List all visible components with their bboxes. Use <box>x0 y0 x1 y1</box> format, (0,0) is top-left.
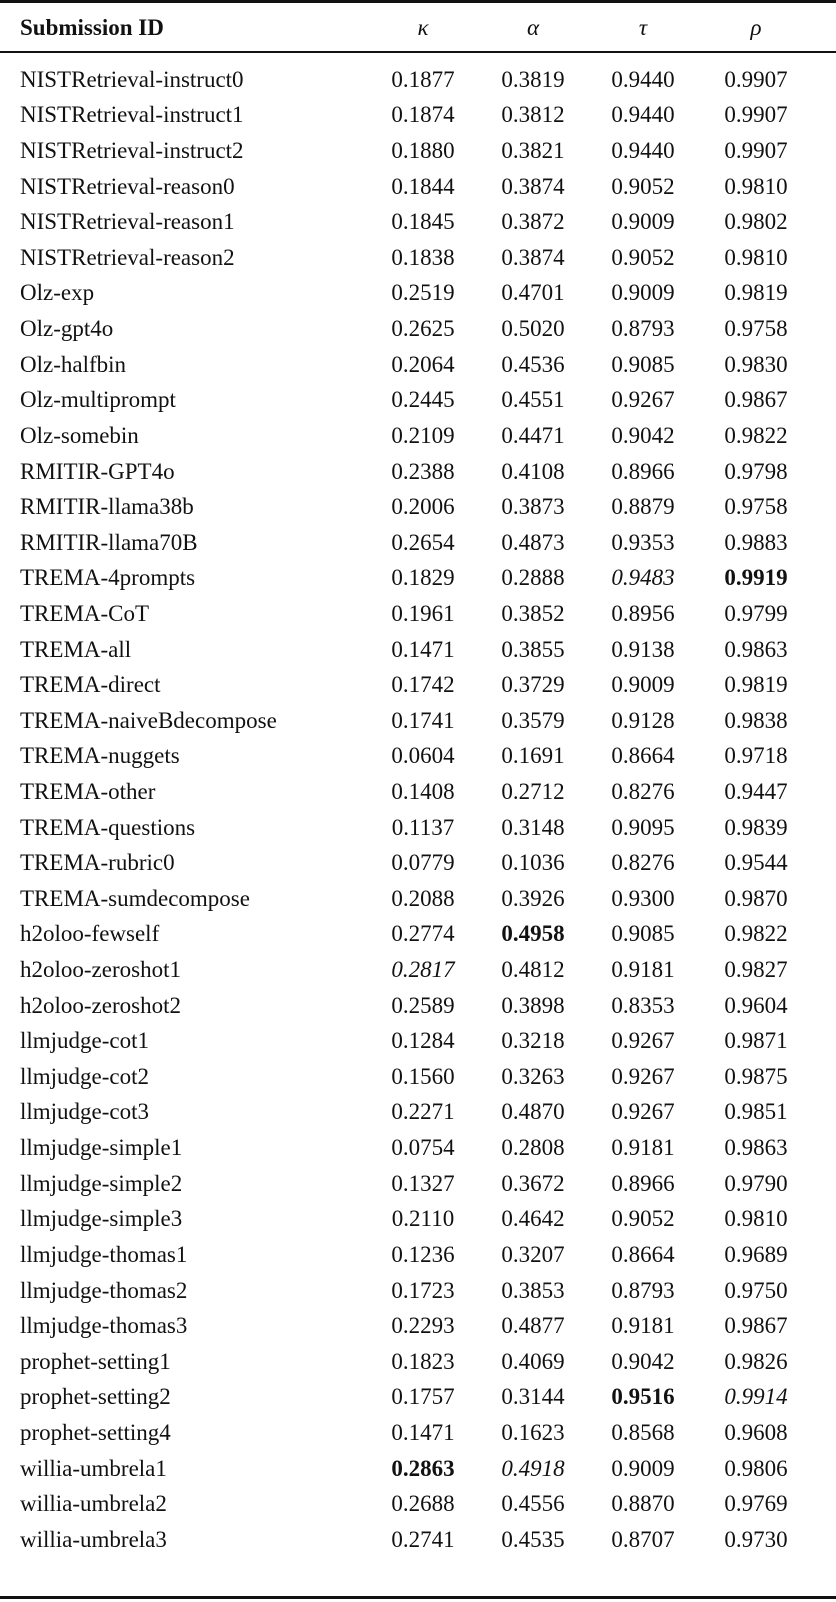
cell-alpha: 0.3218 <box>501 1028 565 1054</box>
cell-tau: 0.9052 <box>611 244 675 270</box>
cell-alpha: 0.4701 <box>501 280 565 306</box>
cell-alpha: 0.4812 <box>501 957 565 983</box>
cell-kappa: 0.2109 <box>391 422 455 448</box>
cell-kappa: 0.1741 <box>391 707 455 733</box>
cell-rho: 0.9718 <box>724 743 788 769</box>
cell-rho: 0.9870 <box>724 885 788 911</box>
cell-submission-id: NISTRetrieval-reason0 <box>20 173 235 199</box>
cell-submission-id: TREMA-other <box>20 778 156 804</box>
table-row <box>0 1166 836 1202</box>
cell-tau: 0.9181 <box>611 957 675 983</box>
table-row <box>0 311 836 347</box>
cell-kappa: 0.2817 <box>391 957 455 983</box>
cell-kappa: 0.2293 <box>391 1313 455 1339</box>
cell-submission-id: h2oloo-zeroshot1 <box>20 957 181 983</box>
cell-alpha: 0.2712 <box>501 778 565 804</box>
cell-alpha: 0.3874 <box>501 173 565 199</box>
table-row <box>0 525 836 561</box>
table-row <box>0 845 836 881</box>
cell-alpha: 0.1691 <box>501 743 565 769</box>
cell-submission-id: prophet-setting1 <box>20 1348 171 1374</box>
cell-submission-id: llmjudge-cot2 <box>20 1063 150 1089</box>
cell-rho: 0.9810 <box>724 1206 788 1232</box>
cell-kappa: 0.1961 <box>391 600 455 626</box>
cell-submission-id: llmjudge-cot3 <box>20 1099 150 1125</box>
cell-kappa: 0.1327 <box>391 1170 455 1196</box>
cell-kappa: 0.1471 <box>391 636 455 662</box>
cell-rho: 0.9830 <box>724 351 788 377</box>
cell-rho: 0.9689 <box>724 1241 788 1267</box>
cell-kappa: 0.1723 <box>391 1277 455 1303</box>
cell-alpha: 0.3144 <box>501 1384 565 1410</box>
cell-kappa: 0.1560 <box>391 1063 455 1089</box>
results-table <box>0 8 836 1558</box>
table-row <box>0 169 836 205</box>
cell-tau: 0.9300 <box>611 885 675 911</box>
table-row <box>0 133 836 169</box>
cell-rho: 0.9758 <box>724 316 788 342</box>
cell-kappa: 0.2006 <box>391 494 455 520</box>
cell-rho: 0.9769 <box>724 1491 788 1517</box>
cell-submission-id: TREMA-rubric0 <box>20 850 175 876</box>
cell-alpha: 0.3207 <box>501 1241 565 1267</box>
table-row <box>0 98 836 134</box>
cell-kappa: 0.2625 <box>391 316 455 342</box>
cell-kappa: 0.0754 <box>391 1135 455 1161</box>
cell-tau: 0.8793 <box>611 316 675 342</box>
table-row <box>0 1095 836 1131</box>
cell-kappa: 0.2271 <box>391 1099 455 1125</box>
cell-alpha: 0.3819 <box>501 66 565 92</box>
cell-tau: 0.8879 <box>611 494 675 520</box>
cell-rho: 0.9863 <box>724 1135 788 1161</box>
cell-kappa: 0.0779 <box>391 850 455 876</box>
table-row <box>0 1202 836 1238</box>
cell-submission-id: TREMA-questions <box>20 814 196 840</box>
cell-alpha: 0.3855 <box>501 636 565 662</box>
cell-alpha: 0.3729 <box>501 672 565 698</box>
cell-rho: 0.9806 <box>724 1455 788 1481</box>
cell-tau: 0.9095 <box>611 814 675 840</box>
cell-submission-id: prophet-setting4 <box>20 1419 171 1445</box>
cell-submission-id: llmjudge-thomas1 <box>20 1241 188 1267</box>
cell-rho: 0.9827 <box>724 957 788 983</box>
cell-tau: 0.8707 <box>611 1526 675 1552</box>
cell-kappa: 0.1408 <box>391 778 455 804</box>
cell-kappa: 0.0604 <box>391 743 455 769</box>
cell-tau: 0.9440 <box>611 138 675 164</box>
cell-rho: 0.9907 <box>724 138 788 164</box>
cell-alpha: 0.3872 <box>501 209 565 235</box>
cell-tau: 0.9267 <box>611 1099 675 1125</box>
cell-submission-id: Olz-halfbin <box>20 351 127 377</box>
cell-alpha: 0.4958 <box>501 921 565 947</box>
cell-kappa: 0.1823 <box>391 1348 455 1374</box>
table-row <box>0 1451 836 1487</box>
cell-rho: 0.9447 <box>724 778 788 804</box>
table-row <box>0 703 836 739</box>
table-row <box>0 1130 836 1166</box>
cell-kappa: 0.2519 <box>391 280 455 306</box>
cell-kappa: 0.1471 <box>391 1419 455 1445</box>
cell-rho: 0.9907 <box>724 102 788 128</box>
cell-alpha: 0.3874 <box>501 244 565 270</box>
table-header <box>0 8 836 48</box>
cell-submission-id: TREMA-4prompts <box>20 565 196 591</box>
cell-rho: 0.9758 <box>724 494 788 520</box>
cell-submission-id: TREMA-direct <box>20 672 161 698</box>
header-alpha: α <box>526 15 540 40</box>
cell-tau: 0.9128 <box>611 707 675 733</box>
cell-submission-id: h2oloo-fewself <box>20 921 160 947</box>
cell-tau: 0.8870 <box>611 1491 675 1517</box>
header-kappa: κ <box>417 15 429 40</box>
cell-submission-id: willia-umbrela1 <box>20 1455 167 1481</box>
cell-submission-id: TREMA-sumdecompose <box>20 885 250 911</box>
cell-tau: 0.9085 <box>611 351 675 377</box>
cell-kappa: 0.2110 <box>391 1206 455 1232</box>
cell-rho: 0.9798 <box>724 458 788 484</box>
cell-tau: 0.9052 <box>611 1206 675 1232</box>
cell-kappa: 0.2688 <box>391 1491 455 1517</box>
cell-rho: 0.9867 <box>724 1313 788 1339</box>
cell-submission-id: TREMA-all <box>20 636 132 662</box>
cell-tau: 0.9009 <box>611 209 675 235</box>
cell-alpha: 0.4642 <box>501 1206 565 1232</box>
table-row <box>0 418 836 454</box>
table-row <box>0 952 836 988</box>
cell-kappa: 0.2088 <box>391 885 455 911</box>
cell-tau: 0.8966 <box>611 1170 675 1196</box>
cell-rho: 0.9544 <box>724 850 788 876</box>
cell-alpha: 0.4471 <box>501 422 565 448</box>
cell-rho: 0.9730 <box>724 1526 788 1552</box>
table-row <box>0 917 836 953</box>
table-row <box>0 240 836 276</box>
cell-tau: 0.9042 <box>611 422 675 448</box>
cell-tau: 0.9085 <box>611 921 675 947</box>
cell-tau: 0.9042 <box>611 1348 675 1374</box>
cell-rho: 0.9790 <box>724 1170 788 1196</box>
cell-tau: 0.8276 <box>611 850 675 876</box>
cell-tau: 0.8568 <box>611 1419 675 1445</box>
table-row <box>0 988 836 1024</box>
cell-rho: 0.9839 <box>724 814 788 840</box>
cell-tau: 0.9181 <box>611 1135 675 1161</box>
cell-kappa: 0.2774 <box>391 921 455 947</box>
table-row <box>0 382 836 418</box>
cell-alpha: 0.3812 <box>501 102 565 128</box>
cell-submission-id: NISTRetrieval-instruct1 <box>20 102 244 128</box>
cell-submission-id: RMITIR-llama38b <box>20 494 194 520</box>
cell-submission-id: h2oloo-zeroshot2 <box>20 992 181 1018</box>
cell-rho: 0.9604 <box>724 992 788 1018</box>
cell-submission-id: llmjudge-simple1 <box>20 1135 183 1161</box>
table-row <box>0 1237 836 1273</box>
cell-alpha: 0.4536 <box>501 351 565 377</box>
cell-kappa: 0.1880 <box>391 138 455 164</box>
table-row <box>0 632 836 668</box>
cell-rho: 0.9819 <box>724 280 788 306</box>
table-body <box>0 48 836 1558</box>
table-row <box>0 204 836 240</box>
cell-kappa: 0.1236 <box>391 1241 455 1267</box>
table-row <box>0 1380 836 1416</box>
cell-rho: 0.9750 <box>724 1277 788 1303</box>
header-tau: τ <box>638 15 648 40</box>
bottom-rule <box>0 1596 836 1599</box>
cell-kappa: 0.1757 <box>391 1384 455 1410</box>
cell-kappa: 0.1844 <box>391 173 455 199</box>
cell-submission-id: TREMA-naiveBdecompose <box>20 707 277 733</box>
table-row <box>0 1486 836 1522</box>
cell-rho: 0.9810 <box>724 173 788 199</box>
cell-alpha: 0.3926 <box>501 885 565 911</box>
table-row <box>0 739 836 775</box>
cell-tau: 0.9052 <box>611 173 675 199</box>
cell-tau: 0.9009 <box>611 280 675 306</box>
cell-submission-id: prophet-setting2 <box>20 1384 171 1410</box>
cell-rho: 0.9838 <box>724 707 788 733</box>
cell-submission-id: Olz-somebin <box>20 422 139 448</box>
cell-tau: 0.8793 <box>611 1277 675 1303</box>
cell-rho: 0.9919 <box>724 565 788 591</box>
cell-submission-id: llmjudge-simple3 <box>20 1206 183 1232</box>
cell-alpha: 0.3148 <box>501 814 565 840</box>
cell-rho: 0.9907 <box>724 66 788 92</box>
cell-submission-id: TREMA-CoT <box>20 600 150 626</box>
header-rho: ρ <box>750 15 762 40</box>
cell-rho: 0.9914 <box>724 1384 788 1410</box>
table-row <box>0 1415 836 1451</box>
cell-submission-id: llmjudge-cot1 <box>20 1028 150 1054</box>
cell-alpha: 0.1623 <box>501 1419 565 1445</box>
cell-tau: 0.9009 <box>611 1455 675 1481</box>
cell-kappa: 0.2741 <box>391 1526 455 1552</box>
cell-tau: 0.9440 <box>611 66 675 92</box>
cell-alpha: 0.5020 <box>501 316 565 342</box>
table-row <box>0 596 836 632</box>
table-row <box>0 276 836 312</box>
cell-tau: 0.9138 <box>611 636 675 662</box>
cell-tau: 0.8956 <box>611 600 675 626</box>
cell-tau: 0.9181 <box>611 1313 675 1339</box>
top-rule <box>0 0 836 3</box>
cell-alpha: 0.4108 <box>501 458 565 484</box>
cell-kappa: 0.2589 <box>391 992 455 1018</box>
table-row <box>0 1023 836 1059</box>
cell-rho: 0.9802 <box>724 209 788 235</box>
table-row <box>0 1308 836 1344</box>
cell-rho: 0.9799 <box>724 600 788 626</box>
cell-submission-id: llmjudge-thomas3 <box>20 1313 188 1339</box>
cell-submission-id: TREMA-nuggets <box>20 743 180 769</box>
cell-kappa: 0.1284 <box>391 1028 455 1054</box>
cell-tau: 0.9440 <box>611 102 675 128</box>
cell-alpha: 0.4918 <box>501 1455 565 1481</box>
cell-submission-id: Olz-gpt4o <box>20 316 114 342</box>
cell-alpha: 0.2808 <box>501 1135 565 1161</box>
cell-submission-id: NISTRetrieval-instruct0 <box>20 66 244 92</box>
cell-rho: 0.9819 <box>724 672 788 698</box>
table-row <box>0 347 836 383</box>
table-row <box>0 48 836 98</box>
cell-rho: 0.9883 <box>724 529 788 555</box>
table-row <box>0 881 836 917</box>
cell-alpha: 0.4551 <box>501 387 565 413</box>
cell-tau: 0.8353 <box>611 992 675 1018</box>
cell-alpha: 0.4535 <box>501 1526 565 1552</box>
cell-rho: 0.9822 <box>724 921 788 947</box>
cell-alpha: 0.2888 <box>501 565 565 591</box>
cell-alpha: 0.4870 <box>501 1099 565 1125</box>
cell-submission-id: NISTRetrieval-instruct2 <box>20 138 244 164</box>
table-row <box>0 561 836 597</box>
cell-alpha: 0.3898 <box>501 992 565 1018</box>
cell-kappa: 0.1845 <box>391 209 455 235</box>
table-row <box>0 667 836 703</box>
cell-kappa: 0.2654 <box>391 529 455 555</box>
cell-submission-id: Olz-multiprompt <box>20 387 176 413</box>
cell-submission-id: willia-umbrela2 <box>20 1491 167 1517</box>
cell-submission-id: Olz-exp <box>20 280 95 306</box>
cell-alpha: 0.4873 <box>501 529 565 555</box>
cell-kappa: 0.2445 <box>391 387 455 413</box>
table-row <box>0 810 836 846</box>
cell-alpha: 0.3672 <box>501 1170 565 1196</box>
table-row <box>0 1522 836 1558</box>
cell-alpha: 0.3853 <box>501 1277 565 1303</box>
table-row <box>0 454 836 490</box>
cell-kappa: 0.1137 <box>391 814 455 840</box>
cell-alpha: 0.4069 <box>501 1348 565 1374</box>
table-row <box>0 774 836 810</box>
cell-kappa: 0.1877 <box>391 66 455 92</box>
cell-rho: 0.9867 <box>724 387 788 413</box>
table-row <box>0 1273 836 1309</box>
cell-submission-id: RMITIR-GPT4o <box>20 458 175 484</box>
cell-tau: 0.8276 <box>611 778 675 804</box>
cell-submission-id: willia-umbrela3 <box>20 1526 167 1552</box>
cell-tau: 0.9009 <box>611 672 675 698</box>
cell-alpha: 0.3873 <box>501 494 565 520</box>
cell-submission-id: llmjudge-thomas2 <box>20 1277 188 1303</box>
cell-submission-id: llmjudge-simple2 <box>20 1170 183 1196</box>
cell-tau: 0.8664 <box>611 1241 675 1267</box>
cell-kappa: 0.1829 <box>391 565 455 591</box>
cell-rho: 0.9871 <box>724 1028 788 1054</box>
cell-alpha: 0.3263 <box>501 1063 565 1089</box>
cell-tau: 0.9516 <box>611 1384 675 1410</box>
cell-submission-id: RMITIR-llama70B <box>20 529 198 555</box>
cell-rho: 0.9826 <box>724 1348 788 1374</box>
cell-alpha: 0.4556 <box>501 1491 565 1517</box>
cell-submission-id: NISTRetrieval-reason1 <box>20 209 235 235</box>
header-row <box>0 8 836 48</box>
cell-tau: 0.9353 <box>611 529 675 555</box>
cell-tau: 0.9267 <box>611 1028 675 1054</box>
cell-rho: 0.9822 <box>724 422 788 448</box>
cell-tau: 0.9267 <box>611 1063 675 1089</box>
cell-rho: 0.9810 <box>724 244 788 270</box>
cell-tau: 0.9483 <box>611 565 675 591</box>
cell-tau: 0.8664 <box>611 743 675 769</box>
cell-kappa: 0.1742 <box>391 672 455 698</box>
cell-rho: 0.9851 <box>724 1099 788 1125</box>
table-row <box>0 1059 836 1095</box>
cell-alpha: 0.4877 <box>501 1313 565 1339</box>
table-row <box>0 489 836 525</box>
cell-alpha: 0.3852 <box>501 600 565 626</box>
cell-alpha: 0.3579 <box>501 707 565 733</box>
cell-alpha: 0.3821 <box>501 138 565 164</box>
table-row <box>0 1344 836 1380</box>
cell-kappa: 0.2064 <box>391 351 455 377</box>
cell-kappa: 0.1838 <box>391 244 455 270</box>
cell-kappa: 0.2863 <box>391 1455 455 1481</box>
cell-alpha: 0.1036 <box>501 850 565 876</box>
cell-tau: 0.8966 <box>611 458 675 484</box>
cell-rho: 0.9608 <box>724 1419 788 1445</box>
cell-rho: 0.9875 <box>724 1063 788 1089</box>
cell-kappa: 0.1874 <box>391 102 455 128</box>
cell-tau: 0.9267 <box>611 387 675 413</box>
cell-submission-id: NISTRetrieval-reason2 <box>20 244 235 270</box>
cell-kappa: 0.2388 <box>391 458 455 484</box>
cell-rho: 0.9863 <box>724 636 788 662</box>
header-submission-id: Submission ID <box>20 15 164 40</box>
